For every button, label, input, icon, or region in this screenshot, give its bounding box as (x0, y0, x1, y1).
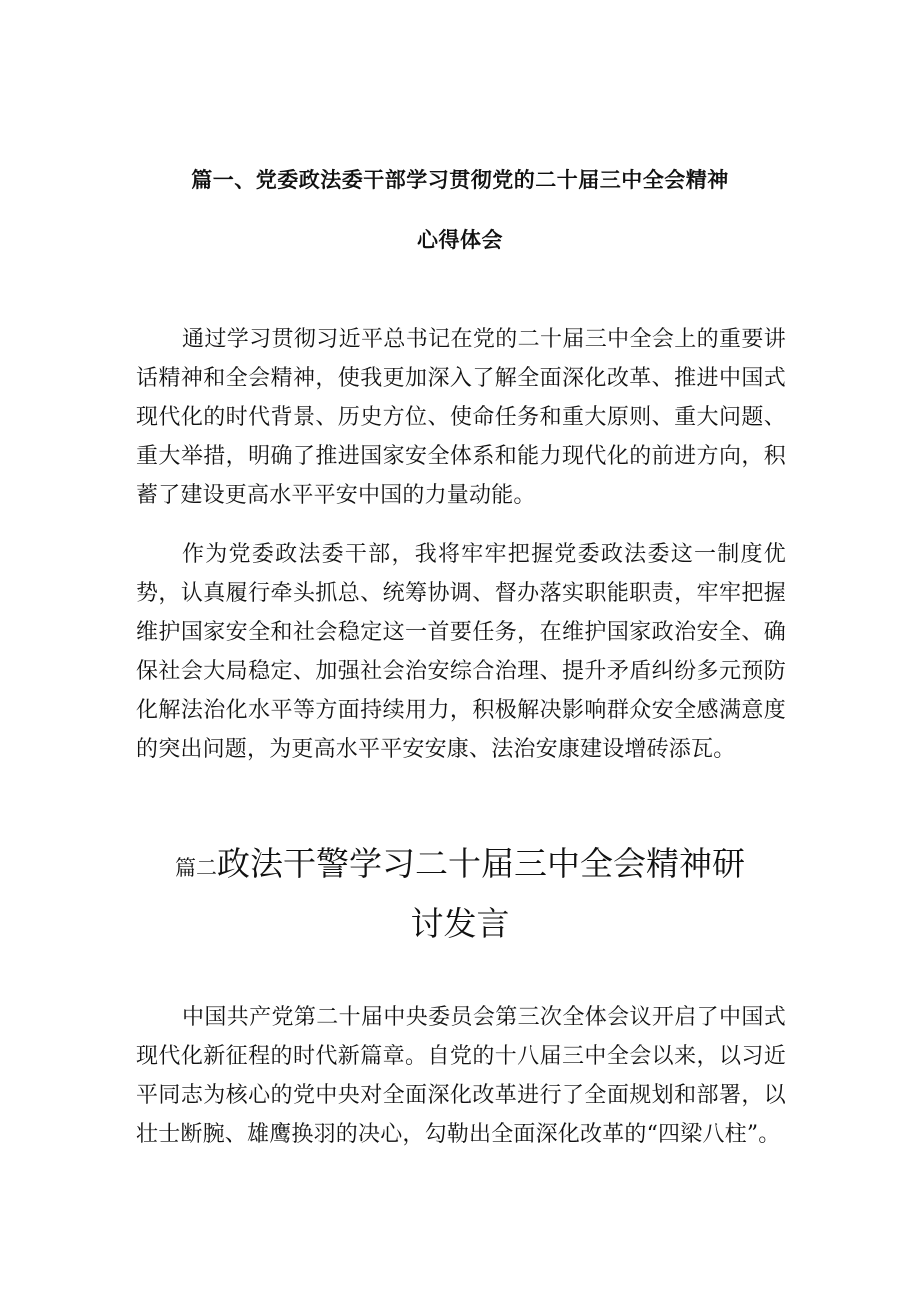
section1-paragraph-1: 通过学习贯彻习近平总书记在党的二十届三中全会上的重要讲话精神和全会精神，使我更加深入了解全面深化改革、推进中国式现代化的时代背景、历史方位、使命任务和重大原则、重大问题、重大举措，明确了推进国家安全体系和能力现代化的前进方向，积蓄了建设更高水平平安中国的力量动能。 (136, 327, 786, 508)
section2-title-line2: 讨发言 (410, 904, 510, 943)
section2-title-prefix: 篇二 (175, 856, 217, 880)
section1-title-line2: 心得体会 (417, 228, 503, 252)
section2-title-line1 (0, 838, 920, 885)
section1-paragraph-2: 作为党委政法委干部，我将牢牢把握党委政法委这一制度优势，认真履行牵头抓总、统筹协调、督办落实职能职责，牢牢把握维护国家安全和社会稳定这一首要任务，在维护国家政治安全、确保社会大局稳定、加强社会治安综合治理、提升矛盾纠纷多元预防化解法治化水平等方面持续用力，积极解决影响群众安全感满意度的突出问题，为更高水平平安安康、法治安康建设增砖添瓦。 (136, 542, 786, 762)
section1-title-line1: 篇一、党委政法委干部学习贯彻党的二十届三中全会精神 (191, 168, 729, 192)
section2-title-main: 政法干警学习二十届三中全会精神研 (217, 844, 745, 883)
section2-paragraph-1: 中国共产党第二十届中央委员会第三次全体会议开启了中国式现代化新征程的时代新篇章。自党的十八届三中全会以来，以习近平同志为核心的党中央对全面深化改革进行了全面规划和部署，以壮士断腕、雄鹰换羽的决心，勾勒出全面深化改革的“四梁八柱”。 (136, 1005, 786, 1147)
